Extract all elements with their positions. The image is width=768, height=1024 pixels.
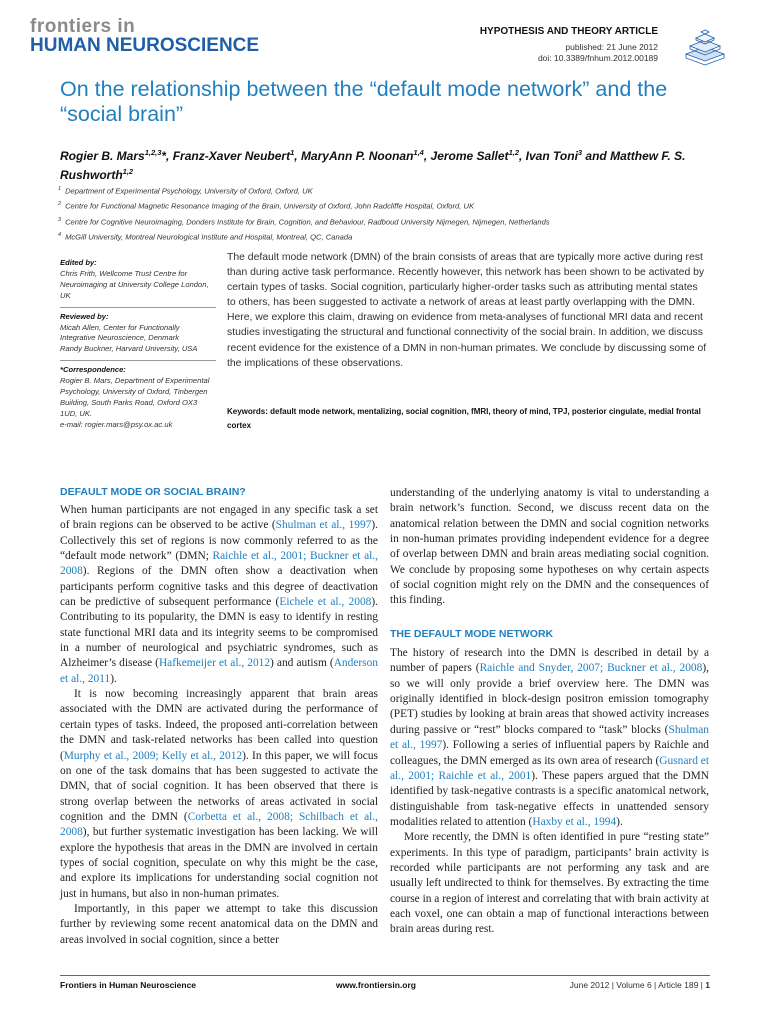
affiliation-text: Centre for Functional Magnetic Resonance Imaging of the Brain, University of Oxford, John Radcliffe Hospital, Oxford, UK [65, 201, 475, 211]
body-column-left [60, 503, 378, 948]
affiliation-number: 2 [58, 201, 62, 208]
citation-link[interactable]: Haxby et al., 1994 [532, 815, 617, 828]
correspondence-text: Rogier B. Mars, Department of Experimental Psychology, University of Oxford, Tinbergen Building, South Parks Road, Oxford OX3 1UD, UK. [60, 376, 210, 418]
edited-by-text: Chris Frith, Wellcome Trust Centre for Neuroimaging at University College London, UK [60, 268, 209, 300]
author-name: Franz-Xaver Neubert [172, 149, 291, 163]
affiliation-number: 1 [58, 186, 62, 192]
citation-link[interactable]: Raichle et al., 2001; Buckner et al., 2008 [60, 550, 379, 578]
affiliation-list [58, 183, 718, 244]
reviewed-by-text-2: Randy Buckner, Harvard University, USA [60, 344, 198, 354]
edited-by-label: Edited by: [60, 258, 97, 267]
footer-divider [60, 975, 710, 976]
affiliation-text: Department of Experimental Psychology, University of Oxford, Oxford, UK [65, 186, 313, 196]
citation-link[interactable]: Shulman et al., 1997 [390, 723, 709, 752]
author-name: Rogier B. Mars [60, 149, 145, 163]
citation-link[interactable]: Hafkemeijer et al., 2012 [158, 657, 271, 670]
section-heading-default-mode-network: THE DEFAULT MODE NETWORK [390, 627, 554, 640]
reviewed-by-text-1: Micah Allen, Center for Functionally Integrative Neuroscience, Denmark [60, 322, 180, 343]
stacked-layers-icon [682, 28, 728, 66]
paragraph: understanding of the underlying anatomy is vital to understanding a brain network’s function. Second, we discuss recent data on the anatomical relation between the DMN and social cognition networks in non-human primates providing independent evidence for a degree of overlap between DMN and brain areas mediating social cognition. We conclude by proposing some hypotheses on why certain aspects of social cognition might rely on the DMN and the consequences of this finding. [390, 487, 709, 607]
citation-link[interactable]: Gusnard et al., 2001; Raichle et al., 2001 [390, 754, 709, 782]
keywords: Keywords: default mode network, mentalizing, social cognition, fMRI, theory of mind, TPJ, posterior cingulate, medial frontal cortex [227, 407, 701, 430]
paragraph: It is now becoming increasingly apparent that brain areas associated with the DMN are activated during the performance of certain types of tasks. Indeed, the proposed anti-correlation between the DMN and task-related networks has been called into question (Murphy et al., 2009; Kelly et al., 2012). In this paper, we will focus on one of the task domains that has been suggested to activate the DMN, that of social cognition. It has been observed that there is strong overlap between the networks of areas activated in social cognition and the DMN (Corbetta et al., 2008; Schilbach et al., 2008), but further systematic investigation has been lacking. We will explore the hypothesis that areas in the DMN are involved in certain types of social cognition, speculate on why this might be the case, and explore its implications for understanding social cognition not just in humans, but also in non-human primates. [60, 688, 378, 900]
author-affiliation-ref: 3 [577, 148, 583, 157]
affiliation-item [58, 183, 718, 198]
author-name: MaryAnn P. Noonan [300, 149, 414, 163]
footer-issue-info [570, 980, 710, 990]
body-column-right [390, 486, 709, 938]
affiliation-number: 4 [58, 231, 62, 238]
citation-link[interactable]: Eichele et al., 2008 [279, 596, 372, 609]
paragraph: Importantly, in this paper we attempt to take this discussion further by reviewing some recent anatomical data on the DMN and areas involved in social cognition, since a better [60, 902, 378, 946]
footer-issue-text: June 2012 | Volume 6 | Article 189 | [569, 980, 703, 990]
editorial-sidebar [60, 258, 216, 436]
citation-link[interactable]: Raichle and Snyder, 2007; Buckner et al., 2008 [479, 662, 703, 675]
citation-link[interactable]: Anderson et al., 2011 [60, 657, 378, 685]
article-type: HYPOTHESIS AND THEORY ARTICLE [479, 26, 658, 37]
citation-link[interactable]: Murphy et al., 2009; Kelly et al., 2012 [63, 749, 243, 762]
affiliation-item [58, 214, 718, 229]
page-number: 1 [705, 980, 710, 990]
author-affiliation-ref: 1,2 [508, 148, 519, 157]
author-list: Rogier B. Mars$^{1,2,3}$*, Franz-Xaver Neubert$^1$, MaryAnn P. Noonan$^{1,4}$, Jerome Sallet$^{1,2}$, Ivan Toni$^3$ and Matthew F. S. Rushworth$^{1,2}$ [60, 148, 686, 182]
footer-journal-name: Frontiers in Human Neuroscience [60, 980, 197, 990]
citation-link[interactable]: Corbetta et al., 2008; Schilbach et al., 2008 [60, 810, 378, 839]
footer-website-link[interactable]: www.frontiersin.org [336, 980, 416, 990]
paragraph: When human participants are not engaged in any specific task a set of brain regions can be observed to be active (Shulman et al., 1997). Collectively this set of regions is now commonly referred to as the “default mode network” (DMN; Raichle et al., 2001; Buckner et al., 2008). Regions of the DMN often show a deactivation when participants perform cognitive tasks and this degree of deactivation can be predictive of subsequent performance (Eichele et al., 2008). Contributing to its popularity, the DMN is easy to identify in resting state functional MRI data and its integrity seems to be compromised in a number of neurological and psychiatric syndromes, such as Alzheimer’s disease (Hafkemeijer et al., 2012) and autism (Anderson et al., 2011). [60, 504, 379, 685]
affiliation-number: 3 [58, 216, 62, 223]
affiliation-text: Centre for Cognitive Neuroimaging, Donders Institute for Brain, Cognition, and Behaviour, Radboud University Nijmegen, Nijmegen, Netherlands [65, 217, 550, 227]
citation-link[interactable]: Shulman et al., 1997 [275, 519, 372, 532]
journal-logo [30, 18, 330, 56]
author-affiliation-ref: 1,2,3 [144, 148, 162, 157]
affiliation-item [58, 198, 718, 213]
sidebar-divider [60, 307, 216, 308]
author-name: Jerome Sallet [430, 149, 509, 163]
journal-logo-frontiers: frontiers in [30, 16, 136, 37]
abstract: The default mode network (DMN) of the brain consists of areas that are typically more active during rest than during active task performance. Recently however, this network has been shown to be activated by certain types of tasks. Social cognition, particularly higher-order tasks such as attributing mental states to others, has been suggested to activate a network of areas at least partly overlapping with the DMN. Here, we explore this claim, drawing on evidence from meta-analyses of functional MRI data and recent studies investigating the structural and functional connectivity of the social brain. In addition, we discuss recent evidence for the existence of a DMN in non-human primates. We conclude by discussing some of the implications of these observations. [227, 252, 707, 369]
published-date: published: 21 June 2012 [565, 42, 658, 52]
doi-link[interactable]: doi: 10.3389/fnhum.2012.00189 [537, 53, 658, 63]
author-affiliation-ref: 1 [290, 148, 295, 157]
correspondence-email[interactable]: e-mail: rogier.mars@psy.ox.ac.uk [60, 419, 173, 429]
paragraph: The history of research into the DMN is described in detail by a number of papers (Raichle and Snyder, 2007; Buckner et al., 2008), so we will only provide a brief overview here. The DMN was originally identified in block-design positron emission tomography (PET) studies by looking at brain areas that showed activity increases during passive or “rest” blocks compared to “task” blocks (Shulman et al., 1997). Following a series of influential papers by Raichle and colleagues, the DMN emerged as its own area of research (Gusnard et al., 2001; Raichle et al., 2001). These papers argued that the DMN identified by task-negative contrasts is a specific anatomical network, distinguishable from task-negative effects in unattended sensory modalities related to attention (Haxby et al., 1994). [390, 647, 709, 828]
paragraph: More recently, the DMN is often identified in pure “resting state” experiments. In this type of paradigm, participants’ brain activity is recorded while participants are not performing any task and are usually left undirected to think for themselves. By extracting the time course in a region of interest and correlating that with brain activity at each voxel, one can obtain a map of functional interactions between brain areas during rest. [390, 831, 709, 936]
correspondence-label: *Correspondence: [60, 365, 126, 375]
affiliation-text: McGill University, Montreal Neurological Institute and Hospital, Montreal, QC, Canada [65, 232, 353, 242]
sidebar-divider [60, 360, 216, 361]
affiliation-item [58, 229, 718, 244]
author-name: Ivan Toni [525, 149, 578, 163]
reviewed-by-label: Reviewed by: [60, 311, 109, 321]
article-title: On the relationship between the “default mode network” and the “social brain” [60, 77, 668, 126]
author-affiliation-ref: 1,4 [413, 148, 424, 157]
author-name: Matthew F. S. Rushworth [60, 149, 686, 182]
journal-logo-name: HUMAN NEUROSCIENCE [30, 35, 260, 56]
author-affiliation-ref: 1,2 [122, 167, 134, 176]
section-heading-default-mode-or-social-brain: DEFAULT MODE OR SOCIAL BRAIN? [60, 486, 246, 498]
